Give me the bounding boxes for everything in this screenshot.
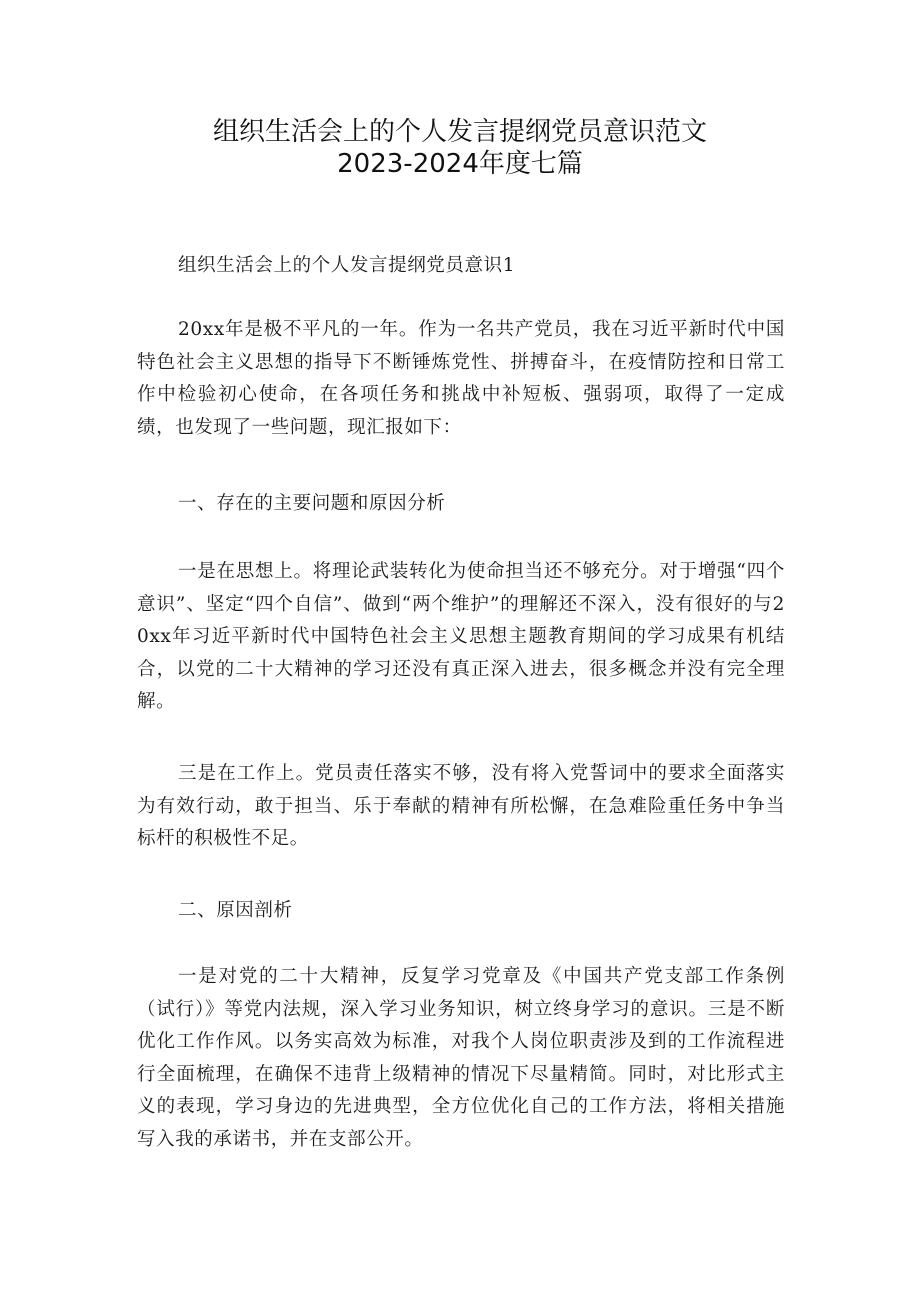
heading-causes: 二、原因剖析: [178, 900, 293, 921]
document-title-line1: 组织生活会上的个人发言提纲党员意识范文: [212, 117, 707, 147]
paragraph-measures: 一是对党的二十大精神，反复学习党章及《中国共产党支部工作条例（试行）》等党内法规，深入学习业务知识，树立终身学习的意识。三是不断优化工作作风。以务实高效为标准，对我个人岗位职责涉及到的工作流程进行全面梳理，在确保不违背上级精神的情况下尽量精简。同时，对比形式主义的表现，学习身边的先进典型，全方位优化自己的工作方法，将相关措施写入我的承诺书，并在支部公开。: [137, 966, 785, 1150]
document-title-line2: 2023-2024年度七篇: [337, 149, 583, 179]
heading-problems: 一、存在的主要问题和原因分析: [178, 493, 446, 514]
paragraph-thinking: 一是在思想上。将理论武装转化为使命担当还不够充分。对于增强“四个意识”、坚定“四个自信”、做到“两个维护”的理解还不深入，没有很好的与20xx年习近平新时代中国特色社会主义思想主题教育期间的学习成果有机结合，以党的二十大精神的学习还没有真正深入进去，很多概念并没有完全理解。: [137, 561, 785, 712]
paragraph-work: 三是在工作上。党员责任落实不够，没有将入党誓词中的要求全面落实为有效行动，敢于担当、乐于奉献的精神有所松懈，在急难险重任务中争当标杆的积极性不足。: [137, 763, 785, 849]
paragraph-intro: 20xx年是极不平凡的一年。作为一名共产党员，我在习近平新时代中国特色社会主义思想的指导下不断锤炼党性、拼搏奋斗，在疫情防控和日常工作中检验初心使命，在各项任务和挑战中补短板、强弱项，取得了一定成绩，也发现了一些问题，现汇报如下：: [137, 319, 785, 438]
section-title: 组织生活会上的个人发言提纲党员意识1: [178, 255, 516, 276]
